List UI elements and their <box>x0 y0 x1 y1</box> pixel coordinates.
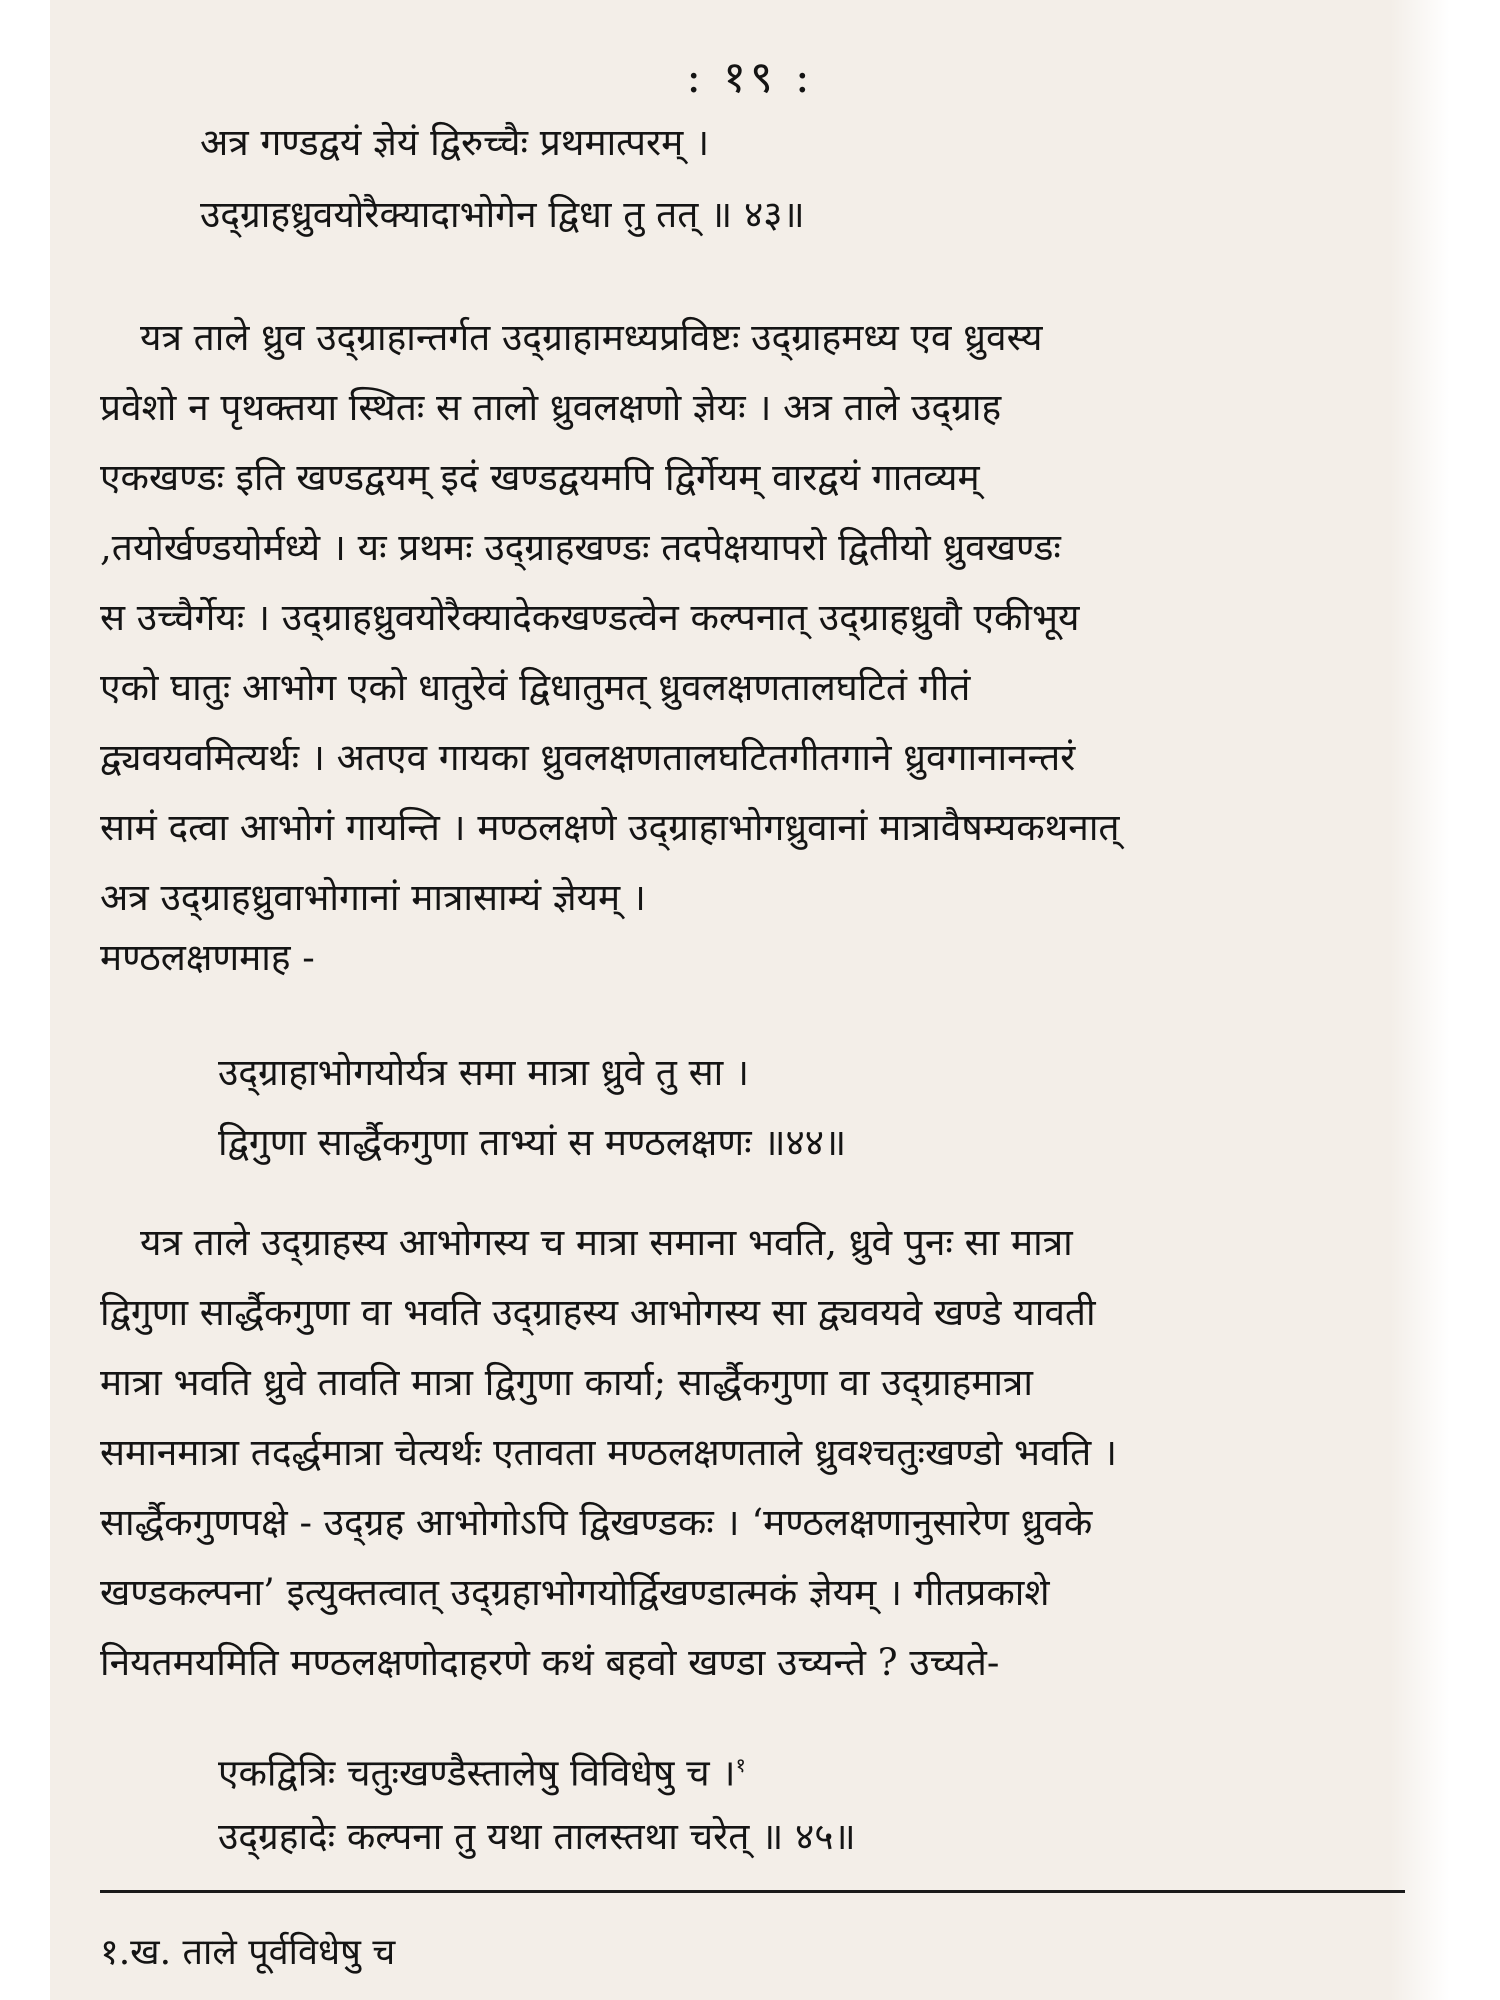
paragraph-1-line-7: द्व्यवयवमित्यर्थः । अतएव गायका ध्रुवलक्षणतालघटितगीतगाने ध्रुवगानानन्तरं <box>100 736 1076 779</box>
paragraph-1-line-4: ,तयोर्खण्डयोर्मध्ये । यः प्रथमः उद्ग्राहखण्डः तदपेक्षयापरो द्वितीयो ध्रुवखण्डः <box>100 526 1061 569</box>
footnote-marker: १ <box>735 1753 746 1777</box>
paragraph-1-line-9: अत्र उद्ग्राहध्रुवाभोगानां मात्रासाम्यं ज्ञेयम् । <box>100 876 646 919</box>
verse-45-line-1-text: एकद्वित्रिः चतुःखण्डैस्तालेषु विविधेषु च । <box>218 1751 736 1795</box>
verse-43-line-2: उद्ग्राहध्रुवयोरैक्यादाभोगेन द्विधा तु तत् ॥ ४३॥ <box>200 193 805 236</box>
paragraph-1-line-3: एकखण्डः इति खण्डद्वयम् इदं खण्डद्वयमपि द्विर्गेयम् वारद्वयं गातव्यम् <box>100 456 980 499</box>
paragraph-2-line-1: यत्र ताले उद्ग्राहस्य आभोगस्य च मात्रा समाना भवति, ध्रुवे पुनः सा मात्रा <box>140 1221 1073 1264</box>
paragraph-1-line-8: सामं दत्वा आभोगं गायन्ति । मण्ठलक्षणे उद्ग्राहाभोगध्रुवानां मात्रावैषम्यकथनात् <box>100 806 1120 849</box>
verse-44-line-2: द्विगुणा सार्द्धैकगुणा ताभ्यां स मण्ठलक्षणः ॥४४॥ <box>218 1121 847 1164</box>
paragraph-2-line-4: समानमात्रा तदर्द्धमात्रा चेत्यर्थः एतावता मण्ठलक्षणताले ध्रुवश्चतुःखण्डो भवति । <box>100 1431 1118 1474</box>
page-edge-shadow <box>1390 0 1450 2000</box>
paragraph-1-line-6: एको घातुः आभोग एको धातुरेवं द्विधातुमत् ध्रुवलक्षणतालघटितं गीतं <box>100 666 971 709</box>
paragraph-1-line-2: प्रवेशो न पृथक्तया स्थितः स तालो ध्रुवलक्षणो ज्ञेयः । अत्र ताले उद्ग्राह <box>100 386 1002 429</box>
paragraph-2-line-3: मात्रा भवति ध्रुवे तावति मात्रा द्विगुणा कार्या; सार्द्धैकगुणा वा उद्ग्राहमात्रा <box>100 1361 1033 1404</box>
footnote-divider <box>100 1890 1405 1893</box>
footnote: १.ख. ताले पूर्वविधेषु च <box>100 1932 396 1973</box>
verse-45-line-1 <box>218 1740 746 1798</box>
verse-43-line-1: अत्र गण्डद्वयं ज्ञेयं द्विरुच्चैः प्रथमात्परम् । <box>200 121 710 164</box>
paragraph-2-line-2: द्विगुणा सार्द्धैकगुणा वा भवति उद्ग्राहस्य आभोगस्य सा द्व्यवयवे खण्डे यावती <box>100 1291 1096 1334</box>
paragraph-1-line-1: यत्र ताले ध्रुव उद्ग्राहान्तर्गत उद्ग्राहामध्यप्रविष्टः उद्ग्राहमध्य एव ध्रुवस्य <box>140 316 1043 359</box>
paragraph-2-line-7: नियतमयमिति मण्ठलक्षणोदाहरणे कथं बहवो खण्डा उच्यन्ते ? उच्यते- <box>100 1641 1000 1684</box>
page-number: : १९ : <box>686 52 814 103</box>
verse-44-line-1: उद्ग्राहाभोगयोर्यत्र समा मात्रा ध्रुवे तु सा । <box>218 1051 749 1094</box>
paragraph-2-line-6: खण्डकल्पना’ इत्युक्तत्वात् उद्ग्रहाभोगयोर्द्विखण्डात्मकं ज्ञेयम् । गीतप्रकाशे <box>100 1571 1050 1614</box>
document-page <box>50 0 1450 2000</box>
paragraph-1-line-5: स उच्चैर्गेयः । उद्ग्राहध्रुवयोरैक्यादेकखण्डत्वेन कल्पनात् उद्ग्राहध्रुवौ एकीभूय <box>100 596 1080 639</box>
paragraph-2-line-5: सार्द्धैकगुणपक्षे - उद्ग्रह आभोगोऽपि द्विखण्डकः । ‘मण्ठलक्षणानुसारेण ध्रुवके <box>100 1501 1093 1544</box>
verse-45-line-2: उद्ग्रहादेः कल्पना तु यथा तालस्तथा चरेत् ॥ ४५॥ <box>218 1815 856 1858</box>
section-heading: मण्ठलक्षणमाह - <box>100 936 315 979</box>
